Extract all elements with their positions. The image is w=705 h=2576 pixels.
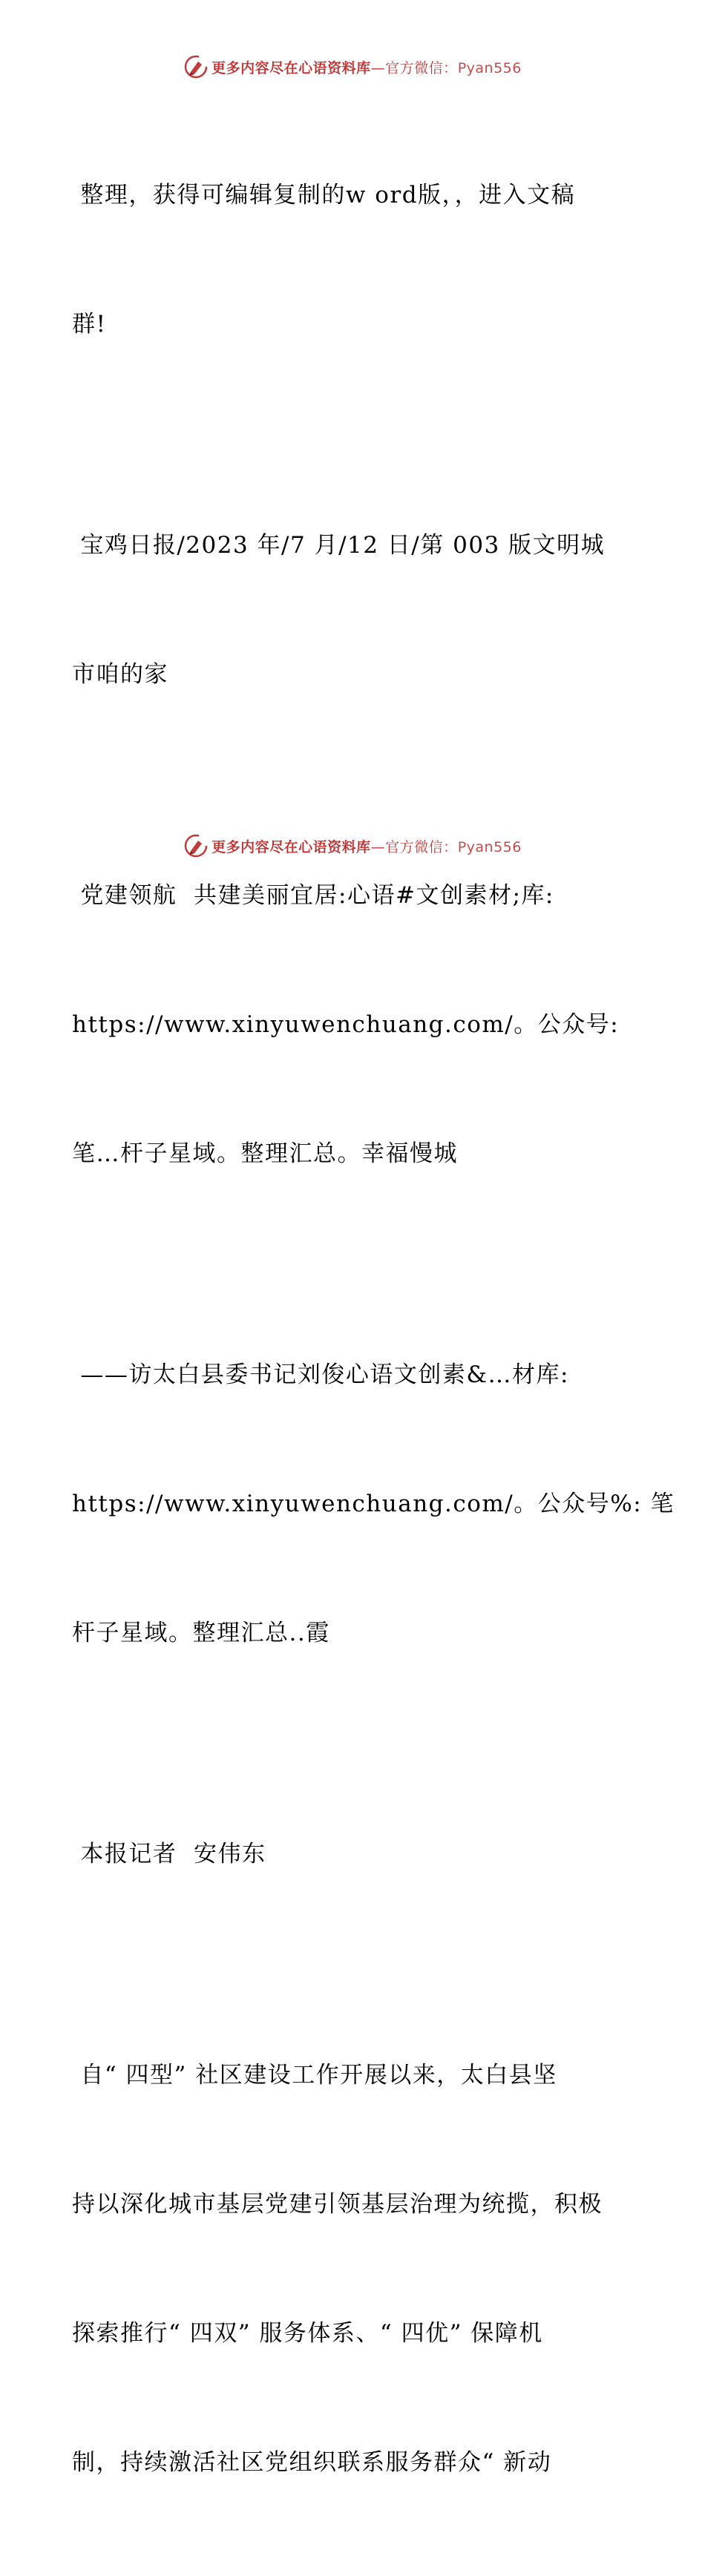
watermark-text (212, 836, 522, 856)
text-line: 探索推行“ 四双” 服务体系、“ 四优” 保障机 (72, 2320, 543, 2347)
text-line: 宝鸡日报/2023 年/7 月/12 日/第 003 版文明城 (72, 532, 606, 559)
text-line: 群! (72, 311, 107, 338)
text-line: 党建领航 共建美丽宜居:心语#文创素材;库: (72, 882, 554, 909)
watermark-wechat-id: Pyan556 (457, 838, 522, 855)
text-line: https://www.xinyuwenchuang.com/。公众号: (72, 1011, 620, 1038)
watermark-wechat-label: —官方微信： (370, 838, 458, 855)
paragraph-subheadline (72, 1267, 675, 1741)
paragraph-intro (72, 88, 643, 432)
document-body (72, 88, 675, 2576)
text-line: ——访太白县委书记刘俊心语文创素&…材库: (72, 1361, 569, 1388)
footer-watermark-banner (0, 831, 705, 861)
text-line: 整理，获得可编辑复制的w ord版，，进入文稿 (72, 182, 576, 208)
pen-nib-logo-icon (183, 54, 209, 79)
text-line: 杆子星域。整理汇总..霞 (72, 1620, 330, 1646)
pen-nib-logo-icon (183, 833, 209, 858)
watermark-wechat-label: —官方微信： (370, 59, 458, 76)
watermark-site-name: 更多内容尽在心语资料库 (212, 838, 371, 855)
watermark-wechat-id: Pyan556 (457, 59, 522, 76)
text-line: https://www.xinyuwenchuang.com/。公众号%: 笔 (72, 1491, 675, 1517)
paragraph-source (72, 438, 643, 782)
text-line: 自“ 四型” 社区建设工作开展以来，太白县坚 (72, 2062, 557, 2089)
text-line: 本报记者 安伟东 (72, 1841, 266, 1867)
watermark-text (212, 57, 522, 77)
header-watermark-banner (0, 52, 705, 82)
text-line: 笔…杆子星域。整理汇总。幸福慢城 (72, 1140, 458, 1167)
text-line: 制，持续激活社区党组织联系服务群众“ 新动 (72, 2449, 552, 2476)
paragraph-byline (72, 1747, 643, 1962)
text-line: 持以深化城市基层党建引领基层治理为统揽，积极 (72, 2191, 603, 2218)
watermark-site-name: 更多内容尽在心语资料库 (212, 59, 371, 76)
paragraph-body (72, 1968, 643, 2570)
text-line: 市咱的家 (72, 661, 168, 688)
